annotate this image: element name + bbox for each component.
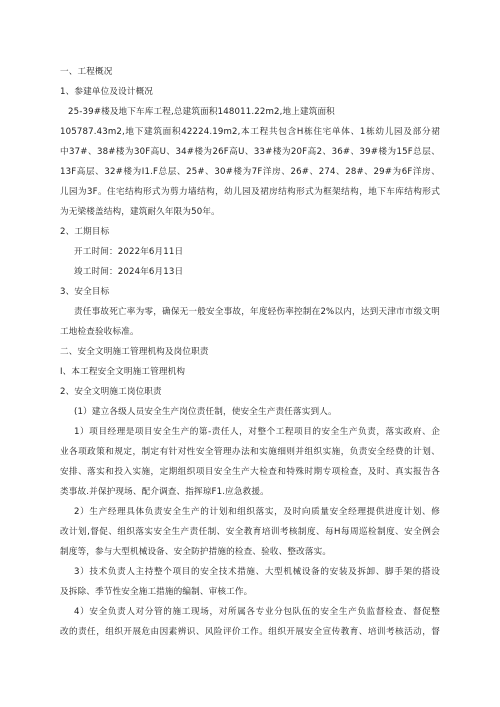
subheading-safety-goals: 3、安全目标 <box>60 287 110 297</box>
paragraph-line: 制度等，参与大型机械设备、安全防护措施的检查、验收、整改落实。 <box>60 547 332 557</box>
paragraph-line: 105787.43m2,地下建筑面积42224.19m2,本工程共包含H栋住宅单体、1栋幼儿园及部分裙 <box>60 127 440 137</box>
paragraph-line: 安排、落实和投入实施，定期组织项目安全生产大检查和特殊时期专项检查，及时、真实报告各 <box>60 467 440 477</box>
start-date-line: 开工时间：2022年6月11日 <box>74 247 184 257</box>
paragraph-line: 儿园为3F。住宅结构形式为剪力墙结构，幼儿园及裙房结构形式为框架结构，地下车库结构形式 <box>60 187 440 197</box>
completion-date-line: 竣工时间：2024年6月13日 <box>74 267 184 277</box>
subheading-responsibilities: 2、安全文明施工岗位职责 <box>60 387 162 397</box>
heading-project-overview: 一、工程概况 <box>60 67 113 77</box>
subheading-management-org: I、本工程安全文明施工管理机构 <box>60 367 186 377</box>
paragraph-line: 中37#、38#楼为30F高U、34#楼为26F高U、33#楼为20F高2、36#、39#楼为15F总层、 <box>60 147 440 157</box>
paragraph-line: 2）生产经理具体负责安全生产的计划和组织落实，及时向质量安全经理提供进度计划、修 <box>74 507 440 517</box>
paragraph-line: 改的责任，组织开展危由因素辨识、风险评价工作。组织开展安全宣传教育、培训考核活动，督 <box>60 627 440 637</box>
paragraph-line: (1）建立各级人员安全生产岗位责任制，使安全生产责任落实到人。 <box>74 407 337 417</box>
paragraph-line: 工地检查验收标准。 <box>60 327 139 337</box>
paragraph-line: 13F高层、32#楼为I1.F总层、25#、30#楼为7F洋房、26#、274、28#、29#为6F洋房、 <box>60 167 440 177</box>
paragraph-line: 为无梁楼盖结构，建筑耐久年限为50年。 <box>60 207 220 217</box>
subheading-participants: 1、参建单位及设计概况 <box>60 87 154 97</box>
paragraph-line: 业各项政策和规定，制定有针对性安全管理办法和实施细则并组织实施，负责安全经费的计划、 <box>60 447 440 457</box>
paragraph-line: 1）项目经理是项目安全生产的第-责任人，对整个工程项目的安全生产负责，落实政府、企 <box>74 427 440 437</box>
paragraph-line: 改计划,督促、组织落实安全生产责任制、安全教育培训考核制度、每H每周巡检制度、安全例会 <box>60 527 440 537</box>
paragraph-line: 责任事故死亡率为零，确保无一般安全事故，年度轻伤率控制在2%以内，达到天津市市级文明 <box>74 307 440 317</box>
heading-safety-management: 二、安全文明施工管理机构及岗位职责 <box>60 347 209 357</box>
paragraph-line: 及拆除、季节性安全施工措施的编制、审核工作。 <box>60 587 253 597</box>
paragraph-line: 25-39#楼及地下车库工程,总建筑面积148011.22m2,地上建筑面积 <box>68 107 335 117</box>
paragraph-line: 4）安全负责人对分管的施工现场，对所属各专业分包队伍的安全生产负监督检查、督促整 <box>74 607 440 617</box>
subheading-schedule: 2、工期目标 <box>60 227 110 237</box>
paragraph-line: 3）技术负责人主持整个项目的安全技术措施、大型机械设备的安装及拆卸、脚手架的搭设 <box>74 567 440 577</box>
paragraph-line: 类事故.并保护现场、配介调查、指挥琼F1.应急救援。 <box>60 487 269 497</box>
